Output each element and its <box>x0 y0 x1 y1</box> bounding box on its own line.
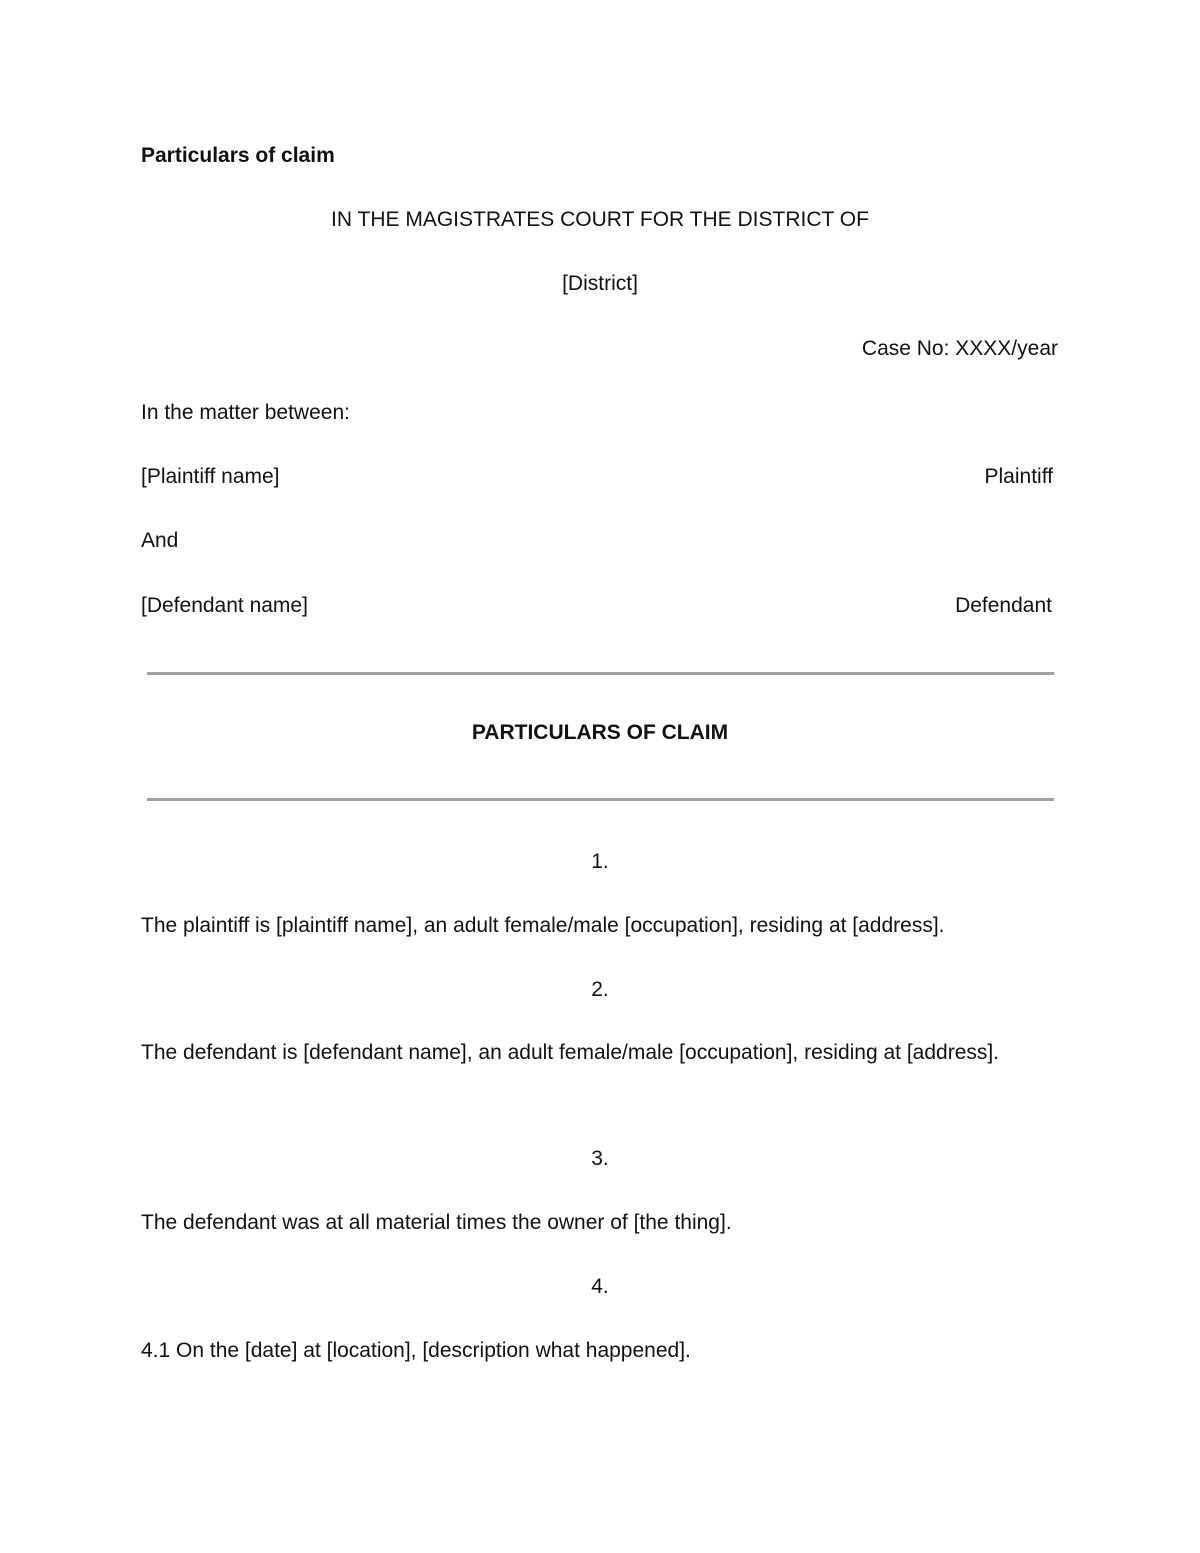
paragraph-text: The defendant is [defendant name], an adult female/male [occupation], residing at [address]. <box>141 1041 1000 1064</box>
paragraph-text: The plaintiff is [plaintiff name], an adult female/male [occupation], residing at [address]. <box>141 914 945 937</box>
paragraph-number: 4. <box>591 1275 609 1298</box>
case-number: Case No: XXXX/year <box>861 337 1058 360</box>
matter-between-label: In the matter between: <box>141 401 350 424</box>
paragraph-text: The defendant was at all material times the owner of [the thing]. <box>141 1211 732 1234</box>
document-title: Particulars of claim <box>141 144 335 167</box>
paragraph-number: 1. <box>591 850 609 873</box>
divider-top <box>147 672 1054 675</box>
defendant-role: Defendant <box>955 594 1052 617</box>
defendant-name: [Defendant name] <box>141 594 308 617</box>
court-heading: IN THE MAGISTRATES COURT FOR THE DISTRICT OF <box>331 208 869 231</box>
district-placeholder: [District] <box>562 272 638 295</box>
paragraph-text: 4.1 On the [date] at [location], [description what happened]. <box>141 1339 691 1362</box>
plaintiff-name: [Plaintiff name] <box>141 465 280 488</box>
section-title: PARTICULARS OF CLAIM <box>471 721 729 744</box>
divider-bottom <box>147 798 1054 801</box>
paragraph-number: 2. <box>591 978 609 1001</box>
and-label: And <box>141 529 179 552</box>
plaintiff-role: Plaintiff <box>984 465 1053 488</box>
paragraph-number: 3. <box>591 1147 609 1170</box>
